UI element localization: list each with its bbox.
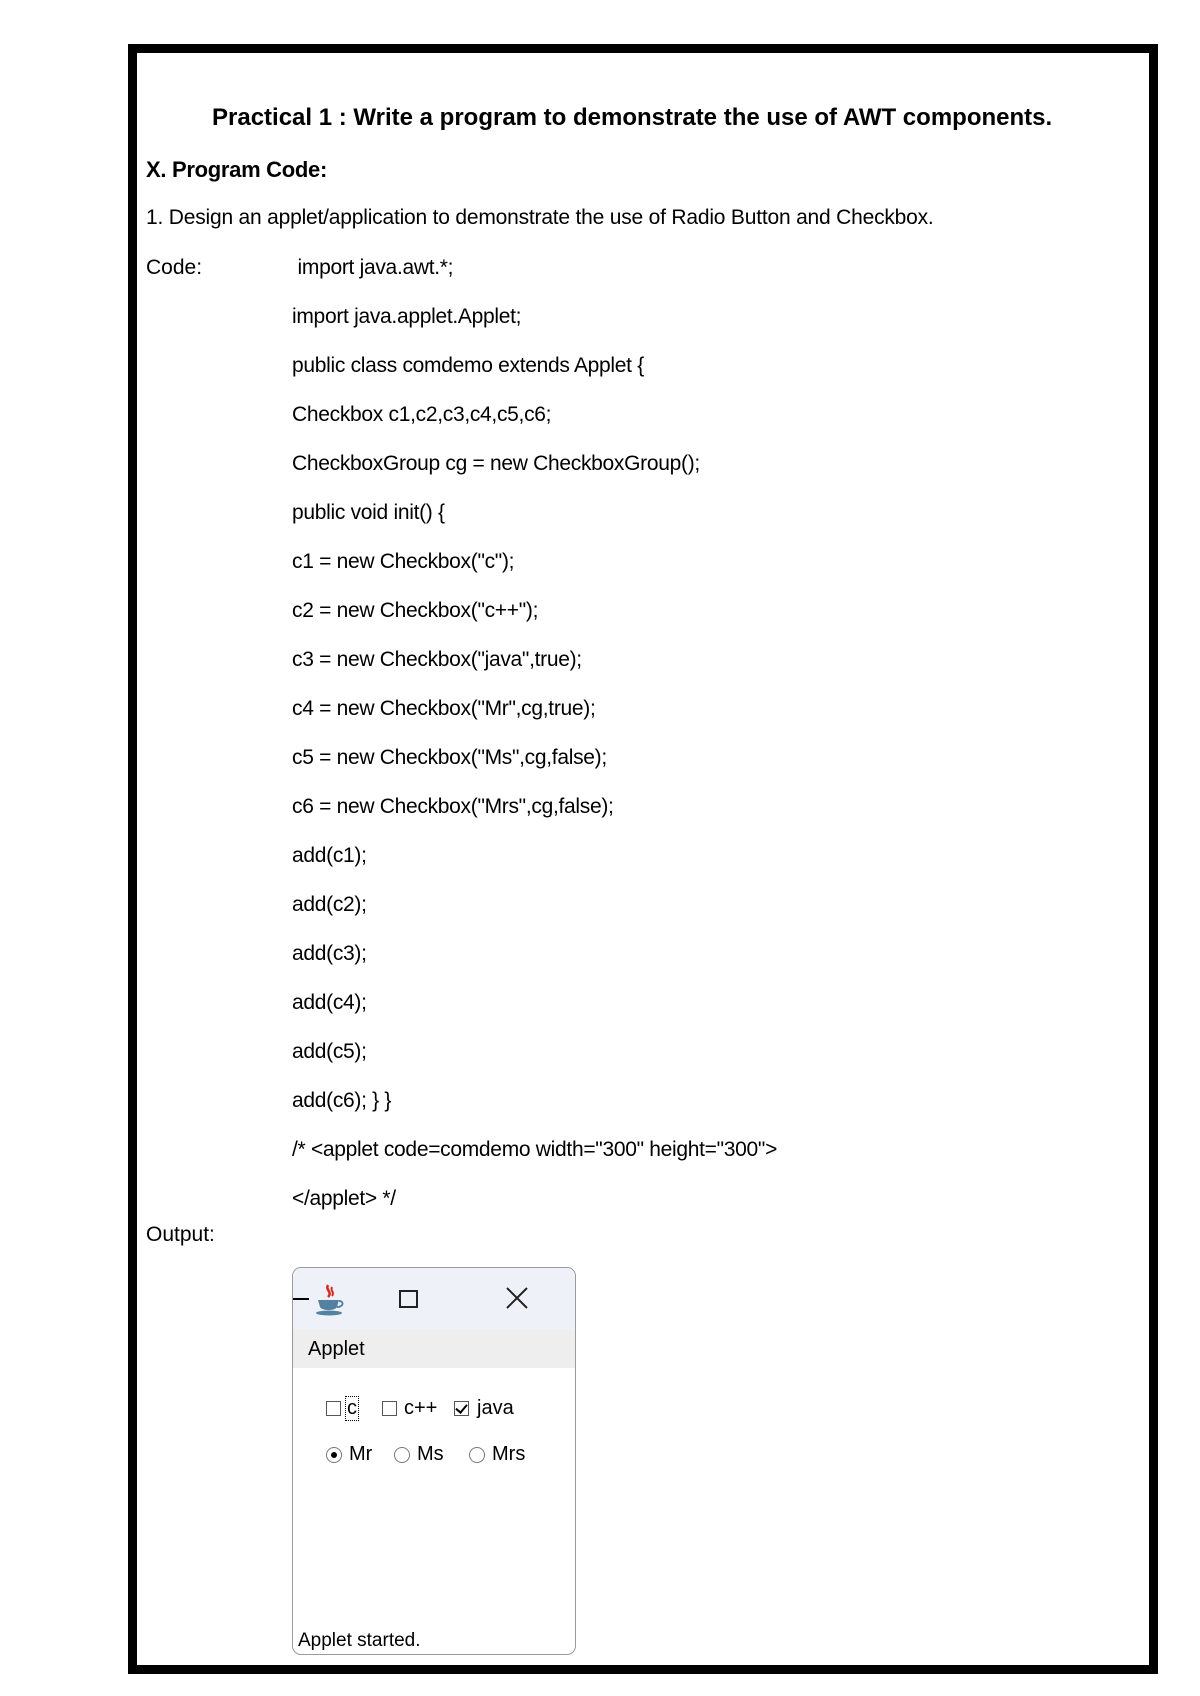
code-line: c2 = new Checkbox("c++"); <box>292 599 539 622</box>
radio-row <box>293 1442 575 1468</box>
code-label: Code: <box>146 256 203 279</box>
checkbox-c[interactable] <box>326 1401 341 1416</box>
code-line: c4 = new Checkbox("Mr",cg,true); <box>292 697 596 720</box>
close-icon[interactable] <box>505 1286 529 1310</box>
applet-menu[interactable]: Applet <box>308 1338 365 1360</box>
applet-window <box>292 1267 576 1655</box>
code-line: add(c6); } } <box>292 1089 392 1112</box>
radio-label-ms[interactable]: Ms <box>417 1443 444 1465</box>
radio-ms[interactable] <box>394 1447 410 1463</box>
applet-menubar <box>293 1330 575 1368</box>
checkbox-cpp[interactable] <box>382 1401 397 1416</box>
applet-status: Applet started. <box>298 1630 421 1651</box>
code-line: CheckboxGroup cg = new CheckboxGroup(); <box>292 452 700 475</box>
code-line: public class comdemo extends Applet { <box>292 354 644 377</box>
code-line: add(c4); <box>292 991 367 1014</box>
code-line: add(c1); <box>292 844 367 867</box>
code-line: import java.awt.*; <box>292 256 454 279</box>
checkbox-label-cpp[interactable]: c++ <box>404 1397 438 1419</box>
window-titlebar[interactable] <box>293 1268 575 1330</box>
checkbox-label-java[interactable]: java <box>477 1397 514 1419</box>
code-line: add(c2); <box>292 893 367 916</box>
code-line: c6 = new Checkbox("Mrs",cg,false); <box>292 795 614 818</box>
checkbox-label-c[interactable]: c <box>347 1397 357 1419</box>
radio-label-mrs[interactable]: Mrs <box>492 1443 526 1465</box>
code-line: </applet> */ <box>292 1187 396 1210</box>
java-icon <box>311 1282 347 1318</box>
question-text: 1. Design an applet/application to demonstrate the use of Radio Button and Checkbox. <box>146 206 934 229</box>
checkbox-row <box>293 1396 575 1422</box>
code-line: c1 = new Checkbox("c"); <box>292 550 515 573</box>
code-line: public void init() { <box>292 501 445 524</box>
maximize-icon[interactable] <box>399 1290 418 1308</box>
radio-mrs[interactable] <box>469 1447 485 1463</box>
code-line: add(c5); <box>292 1040 367 1063</box>
page-border <box>128 44 1158 1674</box>
code-line: c3 = new Checkbox("java",true); <box>292 648 582 671</box>
minimize-icon[interactable] <box>292 1298 309 1300</box>
output-label: Output: <box>146 1223 215 1246</box>
radio-label-mr[interactable]: Mr <box>349 1443 373 1465</box>
checkbox-java[interactable] <box>454 1401 469 1416</box>
code-line: import java.applet.Applet; <box>292 305 522 328</box>
page-title: Practical 1 : Write a program to demonstrate the use of AWT components. <box>212 104 1053 131</box>
section-heading: X. Program Code: <box>146 157 328 182</box>
code-line: c5 = new Checkbox("Ms",cg,false); <box>292 746 607 769</box>
code-line: Checkbox c1,c2,c3,c4,c5,c6; <box>292 403 552 426</box>
code-line: add(c3); <box>292 942 367 965</box>
code-line: /* <applet code=comdemo width="300" height="300"> <box>292 1138 778 1161</box>
radio-mr[interactable] <box>326 1447 342 1463</box>
